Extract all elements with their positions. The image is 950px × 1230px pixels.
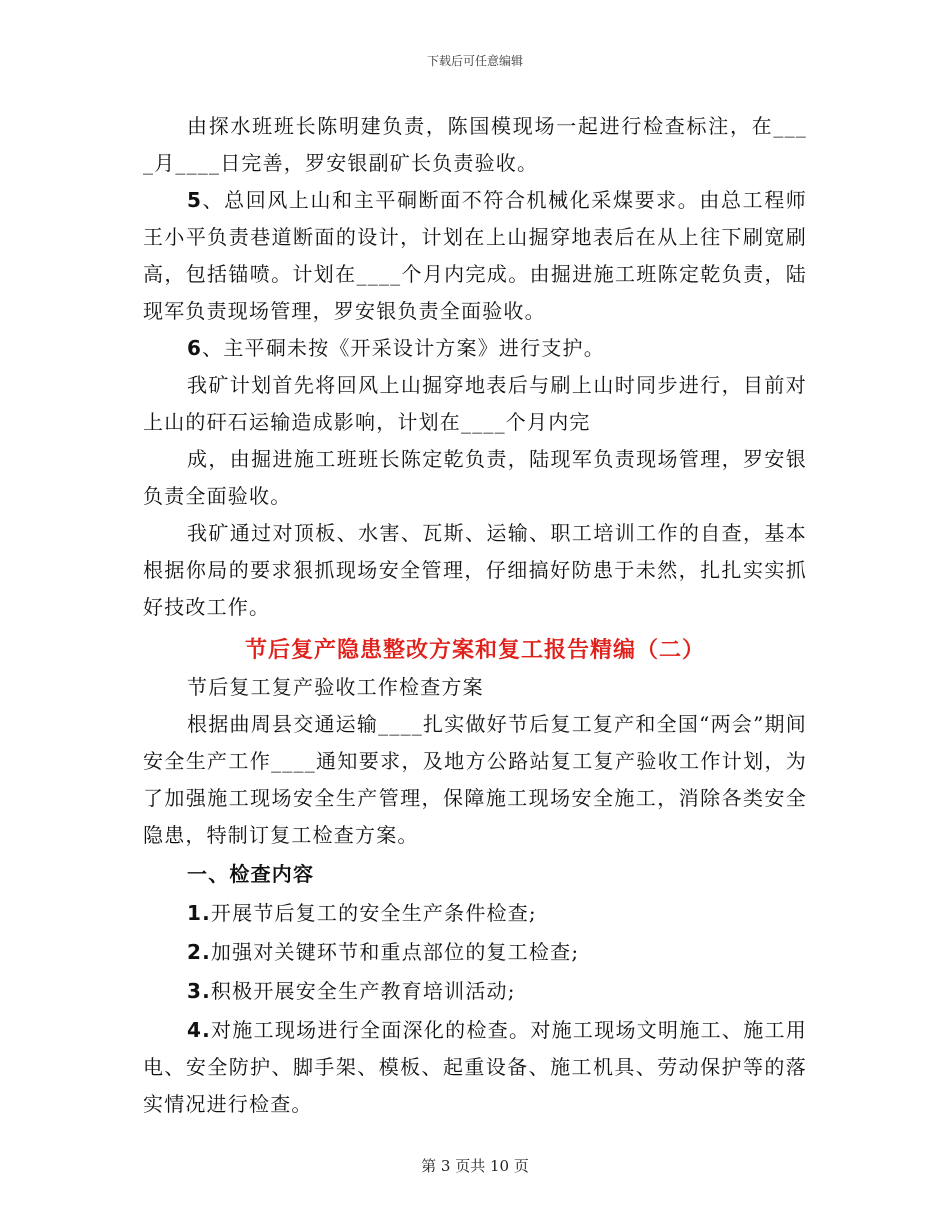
item-number: 5 — [187, 188, 203, 212]
paragraph: 我矿计划首先将回风上山掘穿地表后与刷上山时同步进行，目前对上山的矸石运输造成影响，计划在____个月内完 — [143, 373, 807, 434]
heading: 一、检查内容 — [187, 862, 315, 886]
list-text: 加强对关键环节和重点部位的复工检查; — [210, 940, 580, 964]
section-title: 节后复产隐患整改方案和复工报告精编（二） — [244, 638, 705, 663]
list-number: 4. — [187, 1018, 211, 1042]
list-number: 1. — [187, 901, 211, 925]
paragraph — [143, 182, 807, 330]
document-body — [143, 108, 807, 1123]
paragraph: 我矿通过对顶板、水害、瓦斯、运输、职工培训工作的自查，基本根据你局的要求狠抓现场安全管理，仔细搞好防患于未然，扎扎实实抓好技改工作。 — [143, 521, 807, 619]
page-footer: 第 3 页共 10 页 — [421, 1157, 529, 1175]
paragraph: 根据曲周县交通运输____扎实做好节后复工复产和全国“两会”期间安全生产工作____通知要求，及地方公路站复工复产验收工作计划，为了加强施工现场安全生产管理，保障施工现场安全施工，消除各类安全隐患，特制订复工检查方案。 — [143, 712, 807, 847]
list-item — [143, 973, 807, 1010]
list-text: 开展节后复工的安全生产条件检查; — [210, 901, 537, 925]
list-number: 2. — [187, 940, 211, 964]
paragraph: 由探水班班长陈明建负责，陈国模现场一起进行检查标注，在___ _月____日完善，罗安银副矿长负责验收。 — [143, 114, 807, 175]
paragraph — [143, 330, 807, 367]
list-item — [143, 934, 807, 971]
list-item — [143, 1012, 807, 1123]
page-header: 下载后可任意编辑 — [426, 54, 523, 68]
item-number: 6 — [187, 336, 203, 360]
list-text: 对施工现场进行全面深化的检查。对施工现场文明施工、施工用电、安全防护、脚手架、模板、起重设备、施工机具、劳动保护等的落实情况进行检查。 — [143, 1018, 807, 1116]
list-item — [143, 895, 807, 932]
paragraph-text: 、总回风上山和主平硐断面不符合机械化采煤要求。由总工程师王小平负责巷道断面的设计，计划在上山掘穿地表后在从上往下刷宽刷高，包括锚喷。计划在____个月内完成。由掘进施工班陈定乾负责，陆现军负责现场管理，罗安银负责全面验收。 — [143, 188, 807, 323]
paragraph: 成，由掘进施工班班长陈定乾负责，陆现军负责现场管理，罗安银负责全面验收。 — [143, 447, 807, 508]
paragraph: 节后复工复产验收工作检查方案 — [187, 675, 484, 699]
list-number: 3. — [187, 979, 211, 1003]
paragraph-text: 、主平硐未按《开采设计方案》进行支护。 — [202, 336, 605, 360]
list-text: 积极开展安全生产教育培训活动; — [210, 979, 516, 1003]
